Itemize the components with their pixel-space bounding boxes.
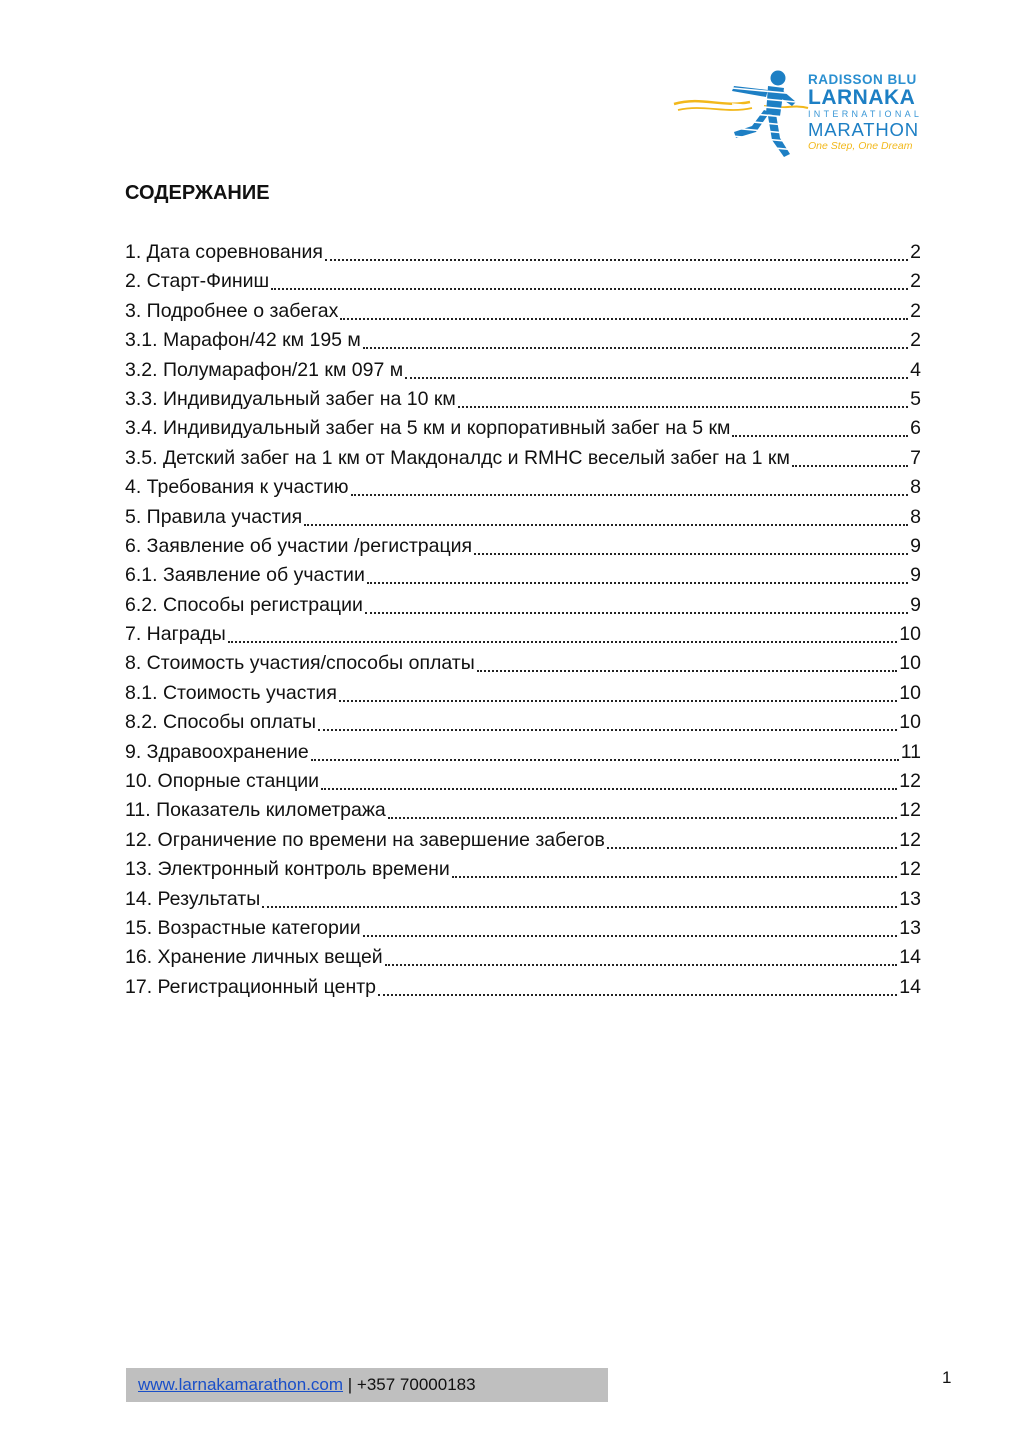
- toc-entry-page: 12: [899, 770, 921, 793]
- toc-entry-title: 12. Ограничение по времени на завершение забегов: [125, 828, 605, 851]
- toc-entry[interactable]: [125, 826, 925, 855]
- toc-entry-page: 9: [910, 593, 921, 616]
- toc-entry-title: 5. Правила участия: [125, 505, 303, 528]
- toc-dot-leader: [262, 906, 897, 908]
- toc-entry-title: 8. Стоимость участия/способы оплаты: [125, 652, 475, 675]
- toc-entry[interactable]: [125, 561, 925, 590]
- toc-entry[interactable]: [125, 532, 925, 561]
- toc-dot-leader: [363, 935, 897, 937]
- toc-entry-title: 2. Старт-Финиш: [125, 270, 270, 293]
- toc-entry-title: 13. Электронный контроль времени: [125, 858, 450, 881]
- toc-dot-leader: [363, 347, 908, 349]
- toc-entry-title: 3.1. Марафон/42 км 195 м: [125, 329, 361, 352]
- toc-dot-leader: [385, 964, 897, 966]
- toc-heading: СОДЕРЖАНИЕ: [125, 182, 270, 204]
- toc-dot-leader: [351, 494, 908, 496]
- toc-entry-page: 10: [899, 681, 921, 704]
- toc-entry-title: 3.3. Индивидуальный забег на 10 км: [125, 387, 456, 410]
- toc-entry-title: 3.5. Детский забег на 1 км от Макдоналдс и RMHC веселый забег на 1 км: [125, 446, 790, 469]
- logo-marathon-text: MARATHON: [808, 119, 919, 140]
- toc-entry[interactable]: [125, 297, 925, 326]
- toc-dot-leader: [304, 524, 908, 526]
- toc-entry-page: 2: [910, 241, 921, 263]
- toc-entry-page: 12: [899, 828, 921, 851]
- toc-entry[interactable]: [125, 855, 925, 884]
- toc-entry-page: 9: [910, 534, 921, 557]
- toc-entry[interactable]: [125, 267, 925, 296]
- toc-entry-page: 6: [910, 417, 921, 440]
- toc-entry-page: 2: [910, 299, 921, 322]
- toc-dot-leader: [474, 553, 908, 555]
- toc-dot-leader: [228, 641, 897, 643]
- toc-entry-title: 15. Возрастные категории: [125, 916, 361, 939]
- website-link[interactable]: www.larnakamarathon.com: [138, 1375, 344, 1394]
- toc-entry-title: 1. Дата соревнования: [125, 241, 323, 263]
- toc-entry[interactable]: [125, 767, 925, 796]
- toc-entry-page: 14: [899, 946, 921, 969]
- toc-entry-page: 8: [910, 505, 921, 528]
- toc-dot-leader: [607, 847, 897, 849]
- toc-entry-page: 2: [910, 270, 921, 293]
- toc-dot-leader: [325, 259, 908, 261]
- toc-entry[interactable]: [125, 679, 925, 708]
- toc-entry-title: 6.1. Заявление об участии: [125, 564, 365, 587]
- toc-entry[interactable]: [125, 885, 925, 914]
- toc-entry[interactable]: [125, 973, 925, 1002]
- toc-dot-leader: [405, 377, 908, 379]
- toc-entry-page: 5: [910, 387, 921, 410]
- toc-dot-leader: [458, 406, 908, 408]
- toc-entry[interactable]: [125, 620, 925, 649]
- toc-dot-leader: [321, 788, 897, 790]
- toc-entry-title: 9. Здравоохранение: [125, 740, 309, 763]
- toc-entry-title: 6.2. Способы регистрации: [125, 593, 363, 616]
- toc-entry-title: 4. Требования к участию: [125, 476, 349, 499]
- toc-entry[interactable]: [125, 414, 925, 443]
- toc-entry-page: 10: [899, 652, 921, 675]
- logo-city-text: LARNAKA: [808, 86, 916, 109]
- table-of-contents: [125, 238, 925, 1002]
- toc-entry-page: 2: [910, 329, 921, 352]
- toc-entry[interactable]: [125, 943, 925, 972]
- toc-entry-title: 11. Показатель километража: [125, 799, 386, 822]
- toc-entry[interactable]: [125, 238, 925, 267]
- toc-entry-page: 11: [900, 740, 921, 763]
- toc-dot-leader: [365, 612, 908, 614]
- toc-entry[interactable]: [125, 444, 925, 473]
- footer-bar: [126, 1368, 608, 1402]
- toc-dot-leader: [388, 817, 897, 819]
- toc-entry-title: 8.2. Способы оплаты: [125, 711, 316, 734]
- toc-entry-page: 9: [910, 564, 921, 587]
- toc-entry-title: 3.2. Полумарафон/21 км 097 м: [125, 358, 404, 381]
- toc-entry-page: 12: [899, 799, 921, 822]
- toc-dot-leader: [318, 729, 897, 731]
- footer-phone: +357 70000183: [356, 1375, 476, 1394]
- toc-entry[interactable]: [125, 326, 925, 355]
- marathon-logo: [672, 66, 934, 162]
- toc-entry[interactable]: [125, 473, 925, 502]
- toc-entry[interactable]: [125, 649, 925, 678]
- toc-entry-page: 13: [899, 916, 921, 939]
- toc-entry-page: 8: [910, 476, 921, 499]
- logo-international-text: INTERNATIONAL: [808, 109, 923, 119]
- page-number: 1: [942, 1368, 952, 1387]
- toc-entry[interactable]: [125, 796, 925, 825]
- toc-entry-page: 14: [899, 975, 921, 998]
- toc-dot-leader: [477, 670, 897, 672]
- runner-logo-icon: [672, 66, 812, 162]
- toc-dot-leader: [732, 435, 908, 437]
- toc-entry-page: 13: [899, 887, 921, 910]
- toc-entry-title: 14. Результаты: [125, 887, 261, 910]
- toc-entry[interactable]: [125, 708, 925, 737]
- toc-dot-leader: [378, 994, 897, 996]
- toc-dot-leader: [271, 288, 908, 290]
- toc-entry-title: 16. Хранение личных вещей: [125, 946, 383, 969]
- logo-text-block: [808, 72, 938, 153]
- footer-separator: |: [343, 1375, 357, 1394]
- toc-dot-leader: [339, 700, 897, 702]
- toc-entry-page: 10: [899, 711, 921, 734]
- toc-entry-title: 3.4. Индивидуальный забег на 5 км и корпоративный забег на 5 км: [125, 417, 731, 440]
- toc-entry[interactable]: [125, 591, 925, 620]
- toc-entry[interactable]: [125, 738, 925, 767]
- toc-entry[interactable]: [125, 503, 925, 532]
- footer-contact: [138, 1375, 476, 1395]
- toc-dot-leader: [340, 318, 908, 320]
- toc-entry-title: 10. Опорные станции: [125, 770, 320, 793]
- toc-entry[interactable]: [125, 385, 925, 414]
- toc-entry-page: 7: [910, 446, 921, 469]
- toc-entry-title: 8.1. Стоимость участия: [125, 681, 337, 704]
- toc-dot-leader: [367, 582, 908, 584]
- toc-entry-title: 6. Заявление об участии /регистрация: [125, 534, 473, 557]
- toc-entry-page: 12: [899, 858, 921, 881]
- toc-entry-title: 7. Награды: [125, 623, 226, 646]
- toc-dot-leader: [452, 876, 897, 878]
- toc-entry[interactable]: [125, 356, 925, 385]
- toc-entry-title: 17. Регистрационный центр: [125, 975, 377, 998]
- toc-dot-leader: [311, 759, 899, 761]
- toc-entry-page: 4: [910, 358, 921, 381]
- toc-entry-page: 10: [899, 623, 921, 646]
- toc-entry-title: 3. Подробнее о забегах: [125, 299, 339, 322]
- toc-entry[interactable]: [125, 914, 925, 943]
- logo-sponsor-text: RADISSON BLU: [808, 72, 917, 87]
- logo-tagline: One Step, One Dream: [808, 140, 913, 152]
